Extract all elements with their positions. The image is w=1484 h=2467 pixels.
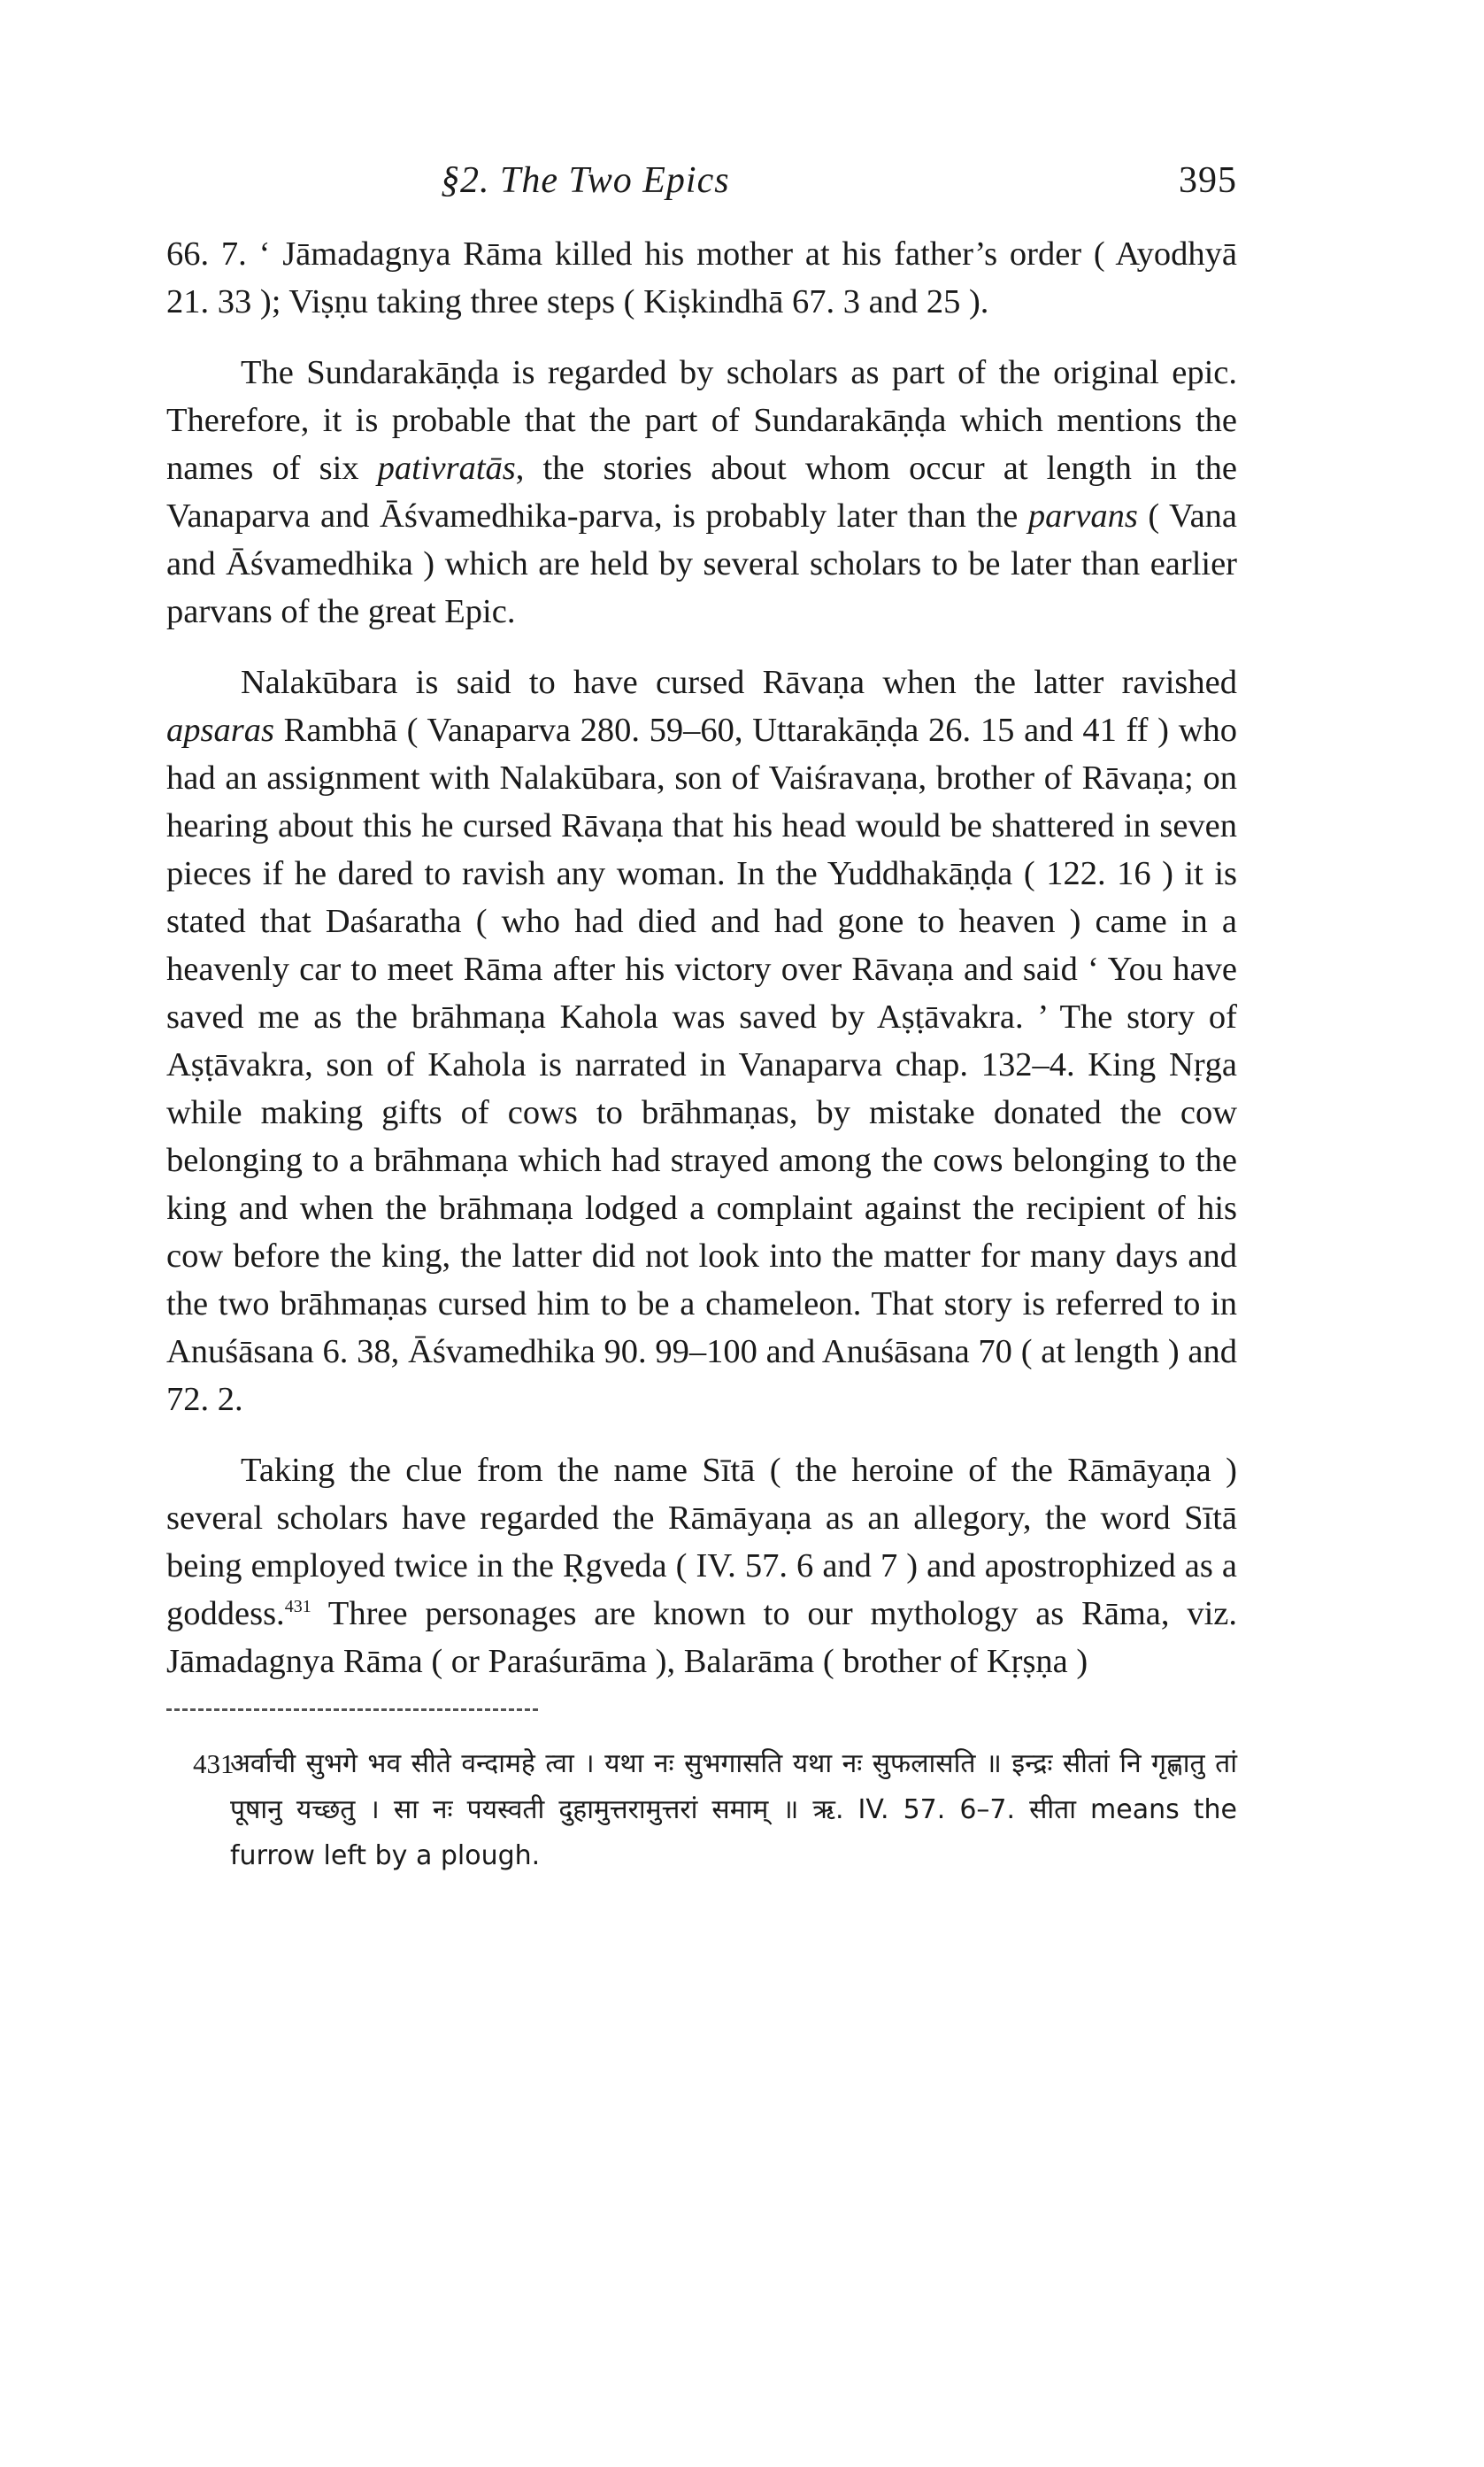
italic-term: parvans xyxy=(1027,497,1138,535)
running-head xyxy=(166,159,1237,212)
paragraph-4 xyxy=(166,1446,1237,1685)
text-run: , the stories about whom occur at length in the Vanaparva and Āśvamedhika-parva, is probably later than the xyxy=(166,450,1237,535)
footnote-text: अर्वाची सुभगे भव सीते वन्दामहे त्वा । यथा नः सुभगासति यथा नः सुफलासति ॥ इन्द्रः सीतां नि गृह्णातु तां पूषानु यच्छतु । सा नः पयस्वती दुहामुत्तरामुत्तरां समाम् ॥ ऋ. IV. 57. 6–7. सीता means the furrow left by a plough. xyxy=(230,1748,1237,1871)
paragraph-1 xyxy=(166,230,1237,326)
section-title: §2. The Two Epics xyxy=(441,160,730,201)
book-page xyxy=(166,159,1237,1879)
italic-term: pativratās xyxy=(377,450,516,487)
text-run: 66. 7. ‘ Jāmadagnya Rāma killed his mother at his father’s order ( Ayodhyā 21. 33 ); Viṣṇu taking three steps ( Kiṣkindhā 67. 3 and 25 ). xyxy=(166,235,1237,320)
italic-term: apsaras xyxy=(166,712,274,749)
text-run: ( Vana and Āśvamedhika ) which are held by several scholars to be later than earlier parvans of the great Epic. xyxy=(166,497,1237,630)
text-run: Rambhā ( Vanaparva 280. 59–60, Uttarakāṇḍa 26. 15 and 41 ff ) who had an assignment with Nalakūbara, son of Vaiśravaṇa, brother of Rāvaṇa; on hearing about this he cursed Rāvaṇa that his head would be shattered in seven pieces if he dared to ravish any woman. In the Yuddhakāṇḍa ( 122. 16 ) it is stated that Daśaratha ( who had died and had gone to heaven ) came in a heavenly car to meet Rāma after his victory over Rāvaṇa and said ‘ You have saved me as the brāhmaṇa Kahola was saved by Aṣṭāvakra. ’ The story of Aṣṭāvakra, son of Kahola is narrated in Vanaparva chap. 132–4. King Nṛga while making gifts of cows to brāhmaṇas, by mistake donated the cow belonging to a brāhmaṇa which had strayed among the cows belonging to the king and when the brāhmaṇa lodged a complaint against the recipient of his cow before the king, the latter did not look into the matter for many days and the two brāhmaṇas cursed him to be a chameleon. That story is referred to in Anuśāsana 6. 38, Āśvamedhika 90. 99–100 and Anuśāsana 70 ( at length ) and 72. 2. xyxy=(166,712,1237,1418)
footnote-ref: 431 xyxy=(284,1597,311,1617)
text-run: Taking the clue from the name Sītā ( the heroine of the Rāmāyaṇa ) several scholars have regarded the Rāmāyaṇa as an allegory, the word Sītā being employed twice in the Ṛgveda ( IV. 57. 6 and 7 ) and apostrophized as a goddess. xyxy=(166,1452,1237,1632)
paragraph-3 xyxy=(166,659,1237,1423)
text-run: The Sundarakāṇḍa is regarded by scholars as part of the original epic. Therefore, it is probable that the part of Sundarakāṇḍa which mentions the names of six xyxy=(166,354,1237,487)
text-run: Three personages are known to our mythology as Rāma, viz. Jāmadagnya Rāma ( or Paraśurāma ), Balarāma ( brother of Kṛṣṇa ) xyxy=(166,1595,1237,1680)
footnote-number: 431 xyxy=(193,1748,235,1779)
text-run: Nalakūbara is said to have cursed Rāvaṇa when the latter ravished xyxy=(241,664,1237,701)
paragraph-2 xyxy=(166,349,1237,636)
footnote-divider xyxy=(166,1708,538,1711)
page-number: 395 xyxy=(1179,160,1237,201)
footnote xyxy=(166,1741,1237,1879)
